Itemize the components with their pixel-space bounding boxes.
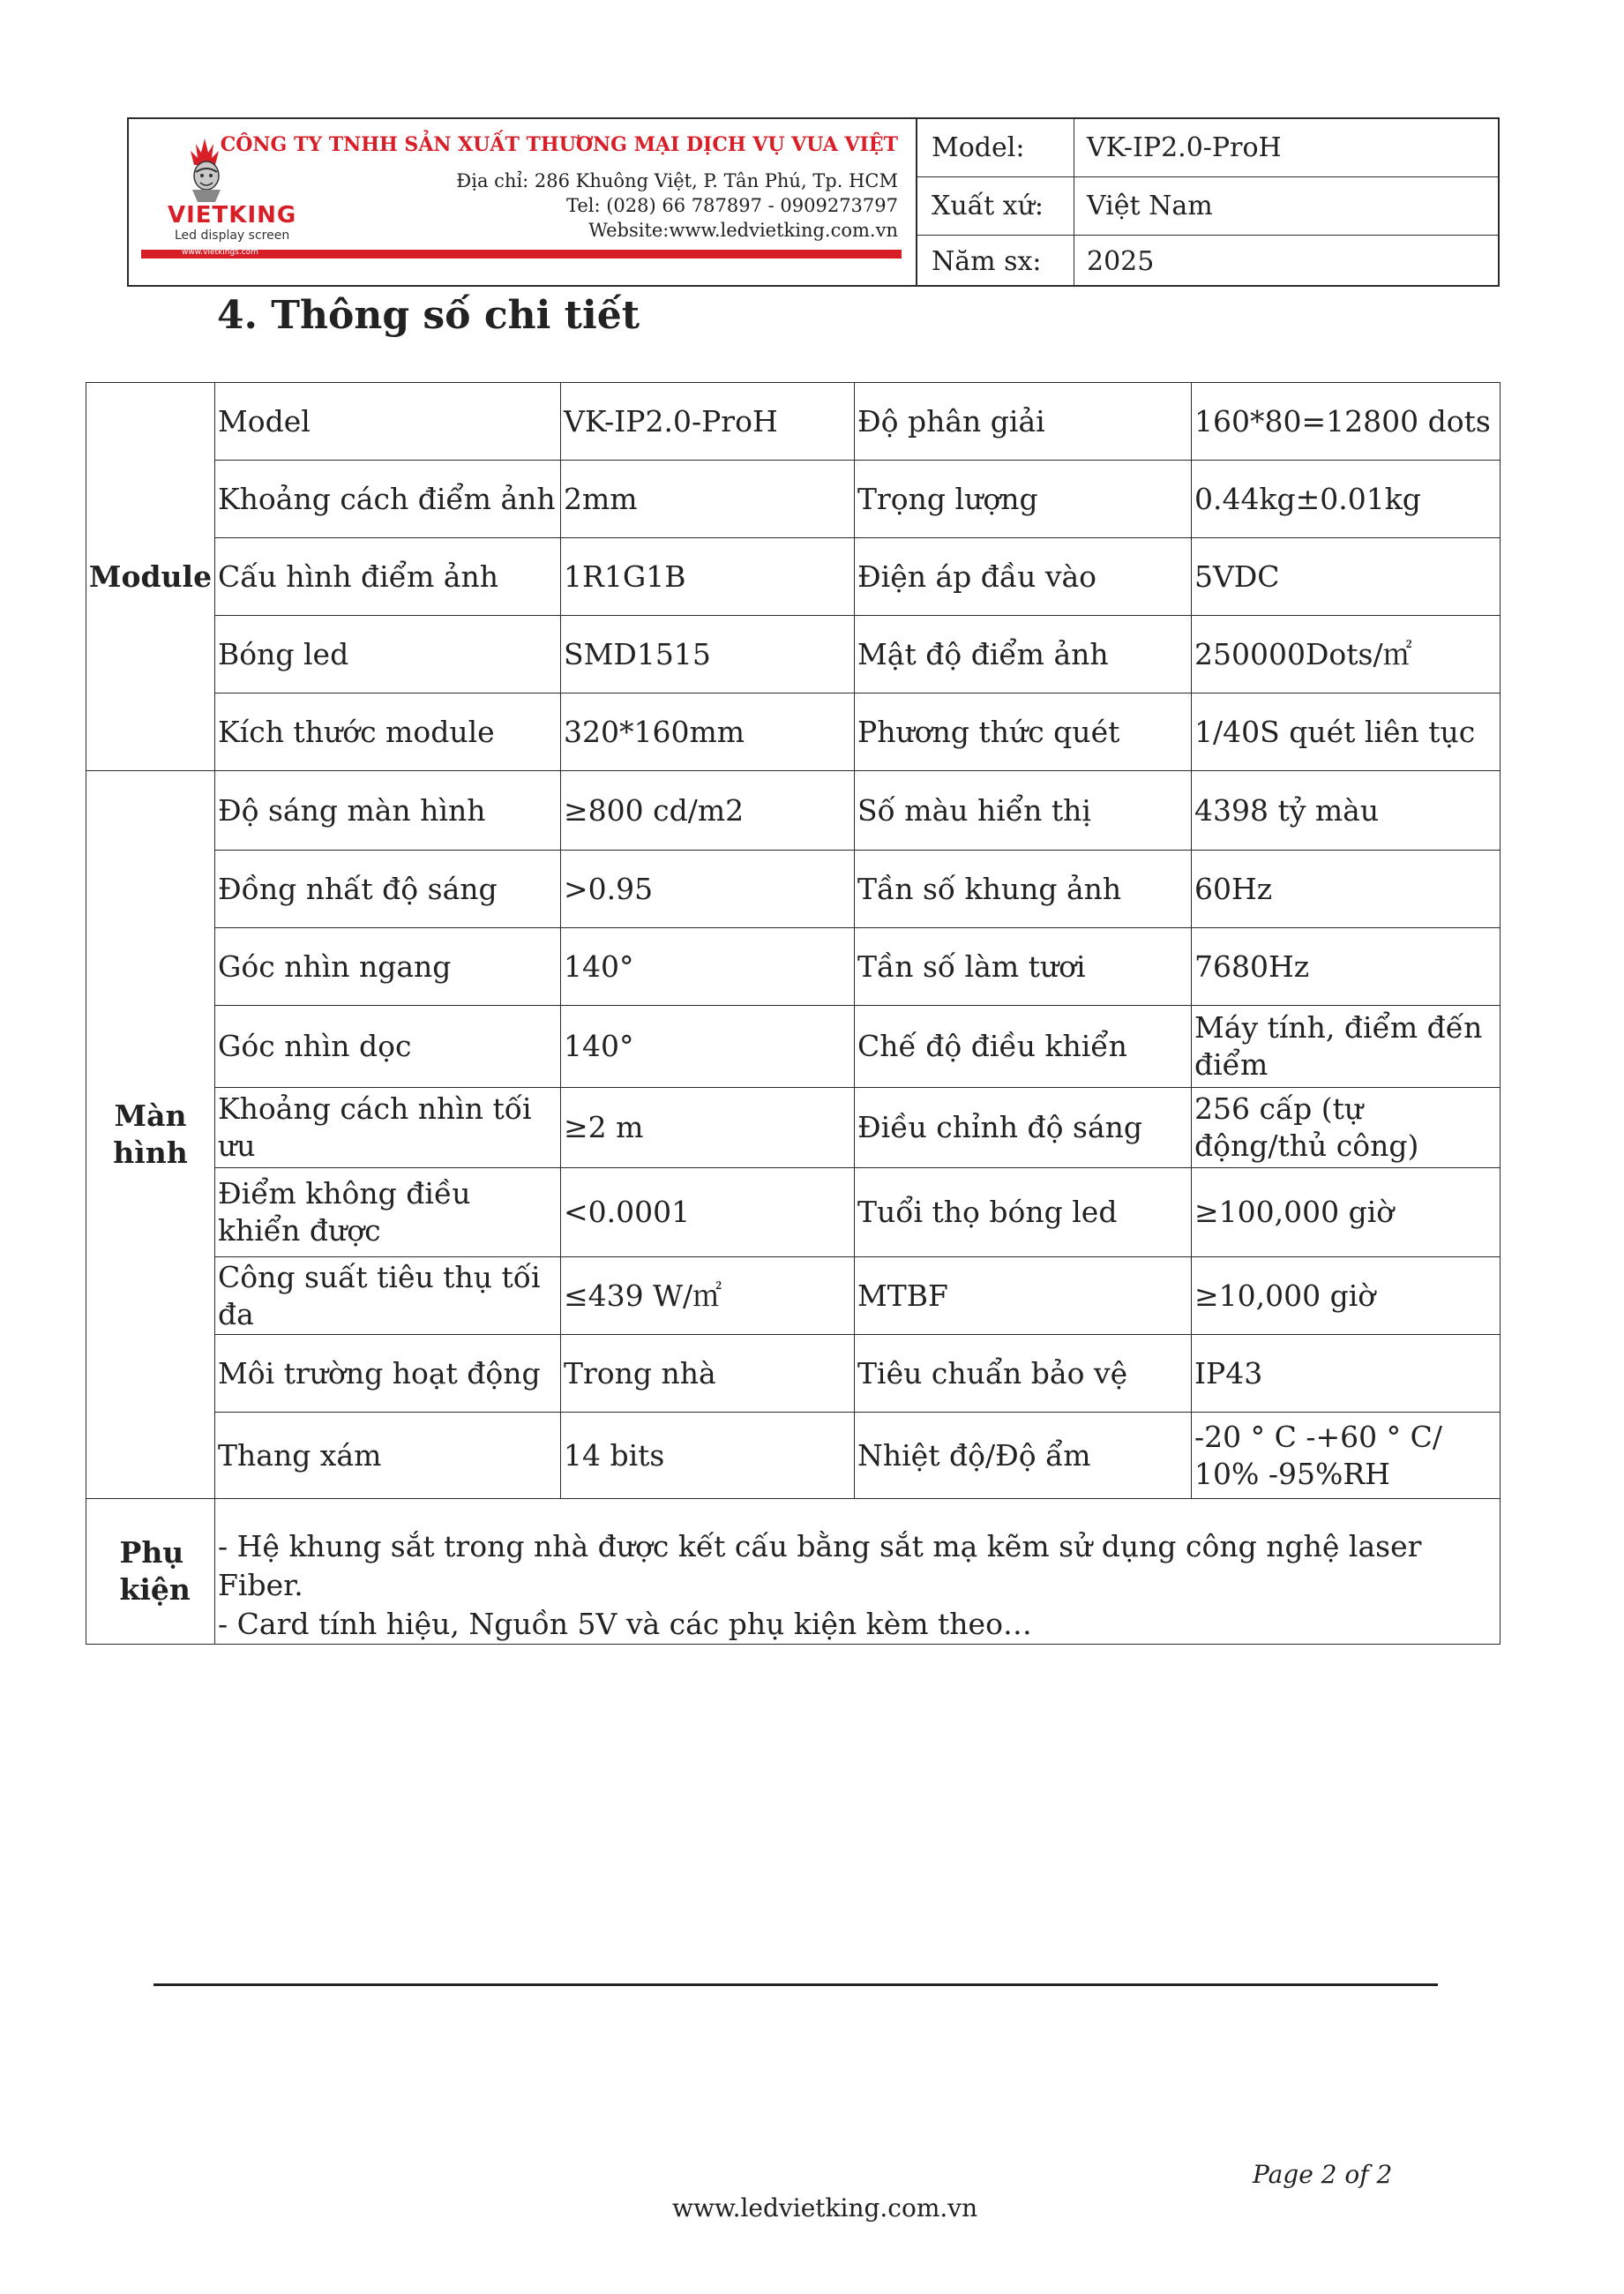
spec-label: Khoảng cách điểm ảnh xyxy=(215,461,561,538)
spec-label: Bóng led xyxy=(215,616,561,693)
info-label: Xuất xứ: xyxy=(917,177,1074,235)
table-row xyxy=(86,461,1501,538)
spec-label: Điện áp đầu vào xyxy=(855,538,1192,616)
spec-value: 250000Dots/㎡ xyxy=(1192,616,1501,693)
table-row xyxy=(86,851,1501,928)
info-row-origin xyxy=(917,177,1498,236)
spec-value: IP43 xyxy=(1192,1335,1501,1413)
table-row xyxy=(86,693,1501,771)
spec-value: 5VDC xyxy=(1192,538,1501,616)
group-module: Module xyxy=(86,383,215,771)
spec-value: SMD1515 xyxy=(561,616,855,693)
company-tel: Tel: (028) 66 787897 - 0909273797 xyxy=(565,195,898,216)
group-accessories-label: Phụ kiện xyxy=(119,1535,191,1607)
spec-value: 0.44kg±0.01kg xyxy=(1192,461,1501,538)
company-name: CÔNG TY TNHH SẢN XUẤT THƯƠNG MẠI DỊCH VỤ VUA VIỆT xyxy=(220,133,898,156)
spec-value: VK-IP2.0-ProH xyxy=(561,383,855,461)
section-title: 4. Thông số chi tiết xyxy=(217,293,640,338)
spec-value: ≥800 cd/m2 xyxy=(561,771,855,851)
spec-value: ≥2 m xyxy=(561,1088,855,1168)
spec-value: >0.95 xyxy=(561,851,855,928)
spec-value: 1/40S quét liên tục xyxy=(1192,693,1501,771)
spec-label: Góc nhìn dọc xyxy=(215,1006,561,1088)
spec-value: 60Hz xyxy=(1192,851,1501,928)
spec-value: 1R1G1B xyxy=(561,538,855,616)
brand-url: www.vietkings.com xyxy=(182,248,258,257)
spec-value: ≥100,000 giờ xyxy=(1192,1168,1501,1257)
brand-name: VIETKING xyxy=(168,202,297,229)
info-value: 2025 xyxy=(1087,245,1155,277)
spec-label: MTBF xyxy=(855,1257,1192,1335)
spec-table xyxy=(86,382,1501,1645)
info-row-year xyxy=(917,236,1498,287)
footer-divider xyxy=(153,1983,1438,1986)
info-label: Model: xyxy=(917,119,1074,176)
spec-label: Môi trường hoạt động xyxy=(215,1335,561,1413)
spec-label: Trọng lượng xyxy=(855,461,1192,538)
accessory-line: - Hệ khung sắt trong nhà được kết cấu bằng sắt mạ kẽm sử dụng công nghệ laser Fiber. xyxy=(218,1529,1422,1602)
spec-value: 140° xyxy=(561,1006,855,1088)
spec-value: 256 cấp (tự động/thủ công) xyxy=(1192,1088,1501,1168)
company-address: Địa chỉ: 286 Khuông Việt, P. Tân Phú, Tp. HCM xyxy=(456,170,898,191)
spec-label: Độ sáng màn hình xyxy=(215,771,561,851)
product-info xyxy=(917,119,1498,285)
spec-label: Model xyxy=(215,383,561,461)
spec-label: Kích thước module xyxy=(215,693,561,771)
spec-value: Trong nhà xyxy=(561,1335,855,1413)
spec-label: Góc nhìn ngang xyxy=(215,928,561,1006)
spec-value: ≤439 W/㎡ xyxy=(561,1257,855,1335)
info-value: VK-IP2.0-ProH xyxy=(1087,132,1282,163)
table-row xyxy=(86,1006,1501,1088)
company-website: Website:www.ledvietking.com.vn xyxy=(588,220,898,241)
spec-label: Độ phân giải xyxy=(855,383,1192,461)
spec-label: Khoảng cách nhìn tối ưu xyxy=(215,1088,561,1168)
table-row xyxy=(86,1088,1501,1168)
group-accessories xyxy=(86,1499,215,1645)
spec-label: Nhiệt độ/Độ ẩm xyxy=(855,1413,1192,1499)
spec-label: Tần số khung ảnh xyxy=(855,851,1192,928)
spec-value: 7680Hz xyxy=(1192,928,1501,1006)
table-row xyxy=(86,1335,1501,1413)
document-header xyxy=(127,117,1500,287)
accessories-cell xyxy=(215,1499,1501,1645)
table-row xyxy=(86,1499,1501,1645)
spec-label: Mật độ điểm ảnh xyxy=(855,616,1192,693)
spec-value: ≥10,000 giờ xyxy=(1192,1257,1501,1335)
spec-value: 160*80=12800 dots xyxy=(1192,383,1501,461)
spec-value: <0.0001 xyxy=(561,1168,855,1257)
table-row xyxy=(86,928,1501,1006)
spec-label: Tần số làm tươi xyxy=(855,928,1192,1006)
spec-label: Công suất tiêu thụ tối đa xyxy=(215,1257,561,1335)
table-row xyxy=(86,1168,1501,1257)
spec-label: Điều chỉnh độ sáng xyxy=(855,1088,1192,1168)
spec-label: Chế độ điều khiển xyxy=(855,1006,1192,1088)
info-value: Việt Nam xyxy=(1087,191,1213,221)
spec-label: Tiêu chuẩn bảo vệ xyxy=(855,1335,1192,1413)
table-row xyxy=(86,616,1501,693)
table-row xyxy=(86,1257,1501,1335)
group-screen xyxy=(86,771,215,1499)
info-label: Năm sx: xyxy=(917,236,1074,287)
table-row xyxy=(86,538,1501,616)
spec-value: 2mm xyxy=(561,461,855,538)
spec-value: Máy tính, điểm đến điểm xyxy=(1192,1006,1501,1088)
company-info-cell xyxy=(129,119,917,285)
spec-label: Phương thức quét xyxy=(855,693,1192,771)
spec-label: Thang xám xyxy=(215,1413,561,1499)
group-screen-label: Màn hình xyxy=(113,1098,188,1170)
table-row xyxy=(86,771,1501,851)
spec-label: Tuổi thọ bóng led xyxy=(855,1168,1192,1257)
spec-value: 140° xyxy=(561,928,855,1006)
spec-label: Điểm không điều khiển được xyxy=(215,1168,561,1257)
accessory-line: - Card tính hiệu, Nguồn 5V và các phụ kiện kèm theo… xyxy=(218,1607,1032,1641)
table-row xyxy=(86,1413,1501,1499)
brand-subtitle: Led display screen xyxy=(175,229,290,243)
spec-value: -20 ° C -+60 ° C/ 10% -95%RH xyxy=(1192,1413,1501,1499)
footer-website: www.ledvietking.com.vn xyxy=(672,2193,978,2223)
spec-value: 4398 tỷ màu xyxy=(1192,771,1501,851)
spec-value: 320*160mm xyxy=(561,693,855,771)
spec-label: Đồng nhất độ sáng xyxy=(215,851,561,928)
info-row-model xyxy=(917,119,1498,177)
page-number: Page 2 of 2 xyxy=(1253,2160,1393,2189)
table-row xyxy=(86,383,1501,461)
spec-value: 14 bits xyxy=(561,1413,855,1499)
spec-label: Cấu hình điểm ảnh xyxy=(215,538,561,616)
spec-label: Số màu hiển thị xyxy=(855,771,1192,851)
